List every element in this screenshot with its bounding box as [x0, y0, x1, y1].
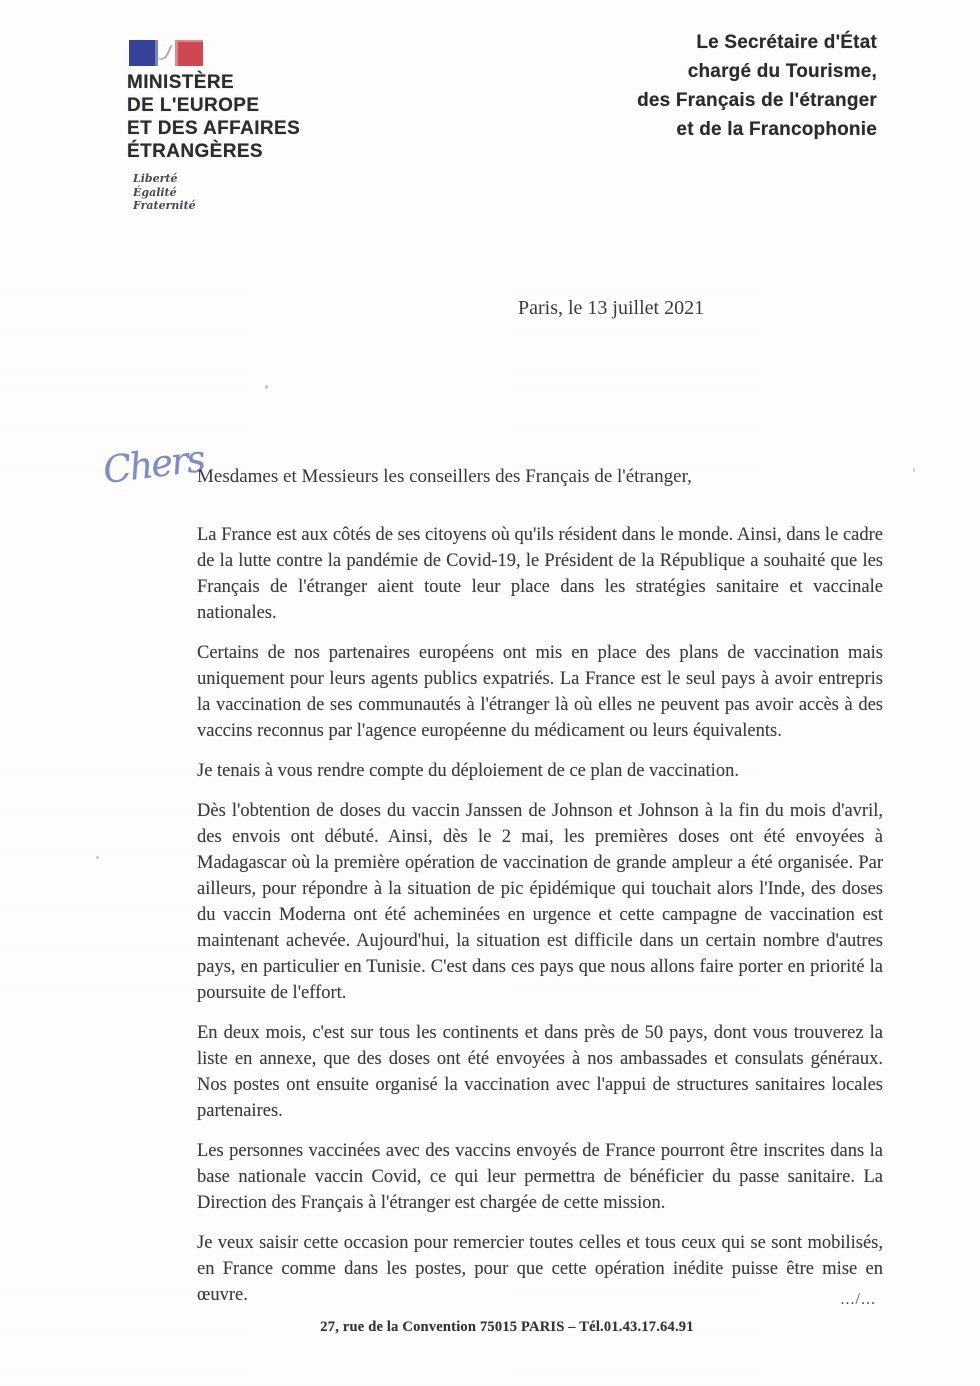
flag-red-block [175, 40, 203, 66]
sender-line: chargé du Tourisme, [687, 61, 877, 82]
motto-line: Liberté [133, 172, 178, 185]
scan-speckle [913, 468, 915, 472]
ministry-logo [127, 40, 300, 213]
handwritten-annotation: Chers [100, 437, 206, 492]
salutation-text: Mesdames et Messieurs les conseillers des Français de l'étranger, [197, 466, 692, 487]
motto-line: Égalité [133, 185, 177, 199]
dateline: Paris, le 13 juillet 2021 [518, 297, 705, 319]
continuation-mark: .../... [840, 1291, 876, 1308]
motto-line: Fraternité [133, 199, 196, 212]
sender-line: des Français de l'étranger [637, 90, 877, 111]
paragraph-7: Je veux saisir cette occasion pour remercier toutes celles et tous ceux qui se sont mobilisés, en France comme dans les postes, pour que cette opération inédite puisse être mise en œuvre. [197, 1233, 883, 1305]
ministry-name-line: MINISTÈRE [127, 72, 235, 93]
ministry-name-line: DE L'EUROPE [127, 95, 260, 116]
letter-body [197, 522, 883, 1322]
ministry-name-line: ET DES AFFAIRES [127, 118, 301, 139]
paragraph-4: Dès l'obtention de doses du vaccin Janssen de Johnson et Johnson à la fin du mois d'avril, des envois ont débuté. Ainsi, dès le 2 mai, les premières doses ont été envoyées à Madagascar où la première opération de vaccination de grande ampleur a été organisée. Par ailleurs, pour répondre à la situation de pic épidémique qui touchait alors l'Inde, des doses du vaccin Moderna ont été acheminées en urgence et cette campagne de vaccination est maintenant achevée. Aujourd'hui, la situation est difficile dans un certain nombre d'autres pays, en particulier en Tunisie. C'est dans ces pays que nous allons faire porter en priorité la poursuite de l'effort. [197, 801, 883, 1003]
sender-line: et de la Francophonie [676, 119, 877, 140]
sender-line: Le Secrétaire d'État [696, 32, 877, 53]
french-flag-icon [129, 40, 203, 67]
ministry-name-line: ÉTRANGÈRES [127, 141, 263, 162]
paragraph-6: Les personnes vaccinées avec des vaccins envoyés de France pourront être inscrites dans la base nationale vaccin Covid, ce qui leur permettra de bénéficier du passe sanitaire. La Direction des Français à l'étranger est chargée de cette mission. [197, 1141, 883, 1213]
scan-speckle [265, 385, 268, 389]
marianne-figure-icon [158, 44, 172, 61]
paragraph-3: Je tenais à vous rendre compte du déploiement de ce plan de vaccination. [197, 761, 739, 781]
scan-speckle [96, 856, 99, 859]
ministry-motto [133, 172, 300, 213]
paragraph-2: Certains de nos partenaires européens ont mis en place des plans de vaccination mais uniquement pour leurs agents publics expatriés. La France est le seul pays à avoir entrepris la vaccination de ses communautés à l'étranger là où elles ne peuvent pas avoir accès à des vaccins reconnus par l'agence européenne du médicament ou leurs équivalents. [197, 643, 883, 741]
footer-address: 27, rue de la Convention 75015 PARIS – Tél.01.43.17.64.91 [320, 1319, 694, 1335]
paragraph-1: La France est aux côtés de ses citoyens où qu'ils résident dans le monde. Ainsi, dans le cadre de la lutte contre la pandémie de Covid-19, le Président de la République a souhaité que les Français de l'étranger aient toute leur place dans les stratégies sanitaire et vaccinale nationales. [197, 525, 883, 623]
flag-blue-block [129, 40, 158, 66]
paragraph-5: En deux mois, c'est sur tous les continents et dans près de 50 pays, dont vous trouverez la liste en annexe, que des doses ont été envoyées à nos ambassades et consulats généraux. Nos postes ont ensuite organisé la vaccination avec l'appui de structures sanitaires locales partenaires. [197, 1023, 883, 1121]
sender-title-block [557, 28, 877, 144]
ministry-name [127, 71, 300, 163]
